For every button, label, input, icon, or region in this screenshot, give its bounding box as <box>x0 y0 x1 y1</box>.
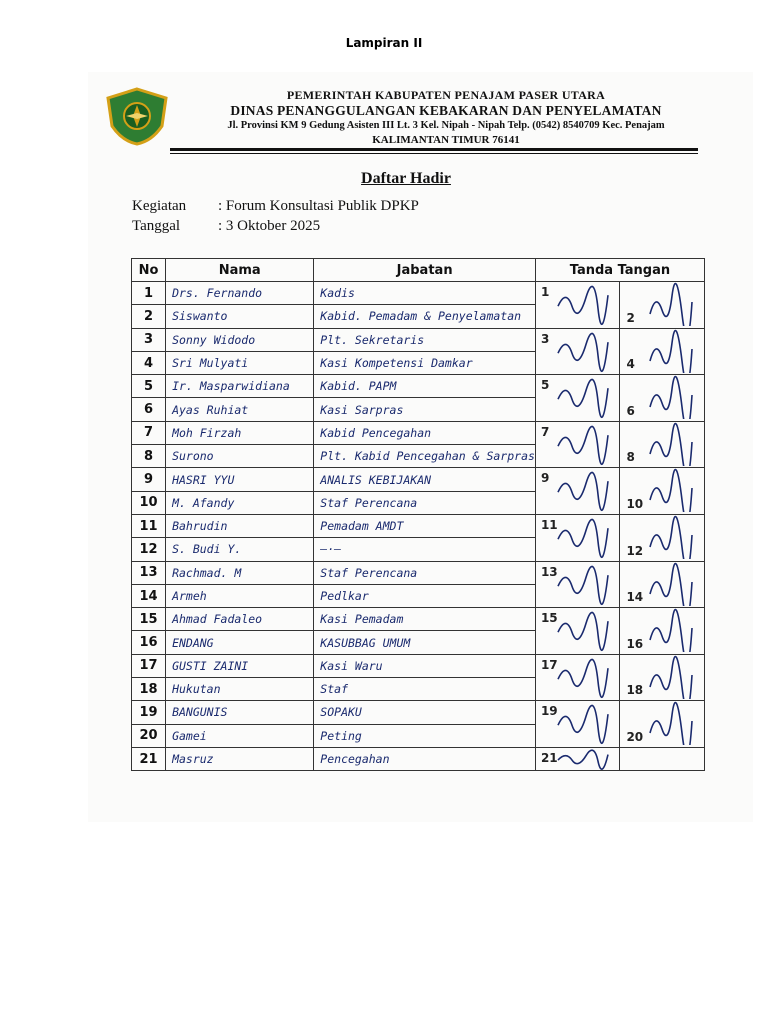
table-row <box>132 654 705 677</box>
row-number: 9 <box>132 468 166 491</box>
signature-number: 3 <box>540 331 550 346</box>
table-row <box>132 608 705 631</box>
attendee-position: Pedlkar <box>314 584 536 607</box>
row-number: 11 <box>132 514 166 537</box>
signature-cell-right <box>620 421 705 468</box>
signature-cell-right <box>620 328 705 375</box>
signature-scribble <box>620 422 724 466</box>
signature-cell-right <box>620 747 705 770</box>
attendee-name: HASRI YYU <box>166 468 314 491</box>
attendee-name: GUSTI ZAINI <box>166 654 314 677</box>
attendee-position: Peting <box>314 724 536 747</box>
signature-cell-right <box>620 468 705 515</box>
document-title: Daftar Hadir <box>361 170 451 187</box>
row-number: 15 <box>132 608 166 631</box>
header-tanda-tangan: Tanda Tangan <box>535 259 704 282</box>
date-label: Tanggal <box>132 218 181 234</box>
attendee-name: Sonny Widodo <box>166 328 314 351</box>
row-number: 13 <box>132 561 166 584</box>
signature-cell-right <box>620 654 705 701</box>
signature-number: 21 <box>540 750 558 765</box>
attendee-position: Kabid. Pemadam & Penyelamatan <box>314 305 536 328</box>
signature-number: 1 <box>540 285 550 299</box>
row-number: 21 <box>132 747 166 770</box>
signature-number: 12 <box>626 543 644 558</box>
signature-number: 4 <box>626 357 635 372</box>
row-number: 4 <box>132 351 166 374</box>
signature-number: 15 <box>540 611 558 626</box>
attendance-table <box>131 258 705 771</box>
attendee-name: ENDANG <box>166 631 314 654</box>
row-number: 20 <box>132 724 166 747</box>
signature-number: 14 <box>626 590 644 605</box>
signature-number: 18 <box>626 683 644 698</box>
attendee-position: Pemadam AMDT <box>314 514 536 537</box>
row-number: 2 <box>132 305 166 328</box>
table-row <box>132 747 705 770</box>
attendee-name: Ir. Masparwidiana <box>166 375 314 398</box>
table-header-row <box>132 259 705 282</box>
signature-cell-left <box>535 421 620 468</box>
attendee-position: Staf <box>314 678 536 701</box>
signature-number: 11 <box>540 517 558 532</box>
row-number: 16 <box>132 631 166 654</box>
date-line <box>132 218 320 235</box>
letterhead <box>176 88 716 148</box>
signature-number: 9 <box>540 471 550 486</box>
attendee-name: Ayas Ruhiat <box>166 398 314 421</box>
attendee-position: Kasi Sarpras <box>314 398 536 421</box>
attendee-name: Hukutan <box>166 678 314 701</box>
table-row <box>132 514 705 537</box>
table-row <box>132 421 705 444</box>
row-number: 5 <box>132 375 166 398</box>
attendee-name: Rachmad. M <box>166 561 314 584</box>
signature-cell-left <box>535 701 620 748</box>
signature-cell-right <box>620 282 705 329</box>
signature-number: 8 <box>626 450 635 465</box>
table-row <box>132 375 705 398</box>
signature-scribble <box>620 282 724 326</box>
table-row <box>132 561 705 584</box>
letterhead-address: Jl. Provinsi KM 9 Gedung Asisten III Lt. 3 Kel. Nipah - Nipah Telp. (0542) 8540709 Kec. Penajam <box>227 120 665 131</box>
table-row <box>132 282 705 305</box>
signature-cell-right <box>620 701 705 748</box>
attendee-position: Plt. Kabid Pencegahan & Sarpras <box>314 445 536 468</box>
signature-cell-left <box>535 654 620 701</box>
attachment-label: Lampiran II <box>345 36 423 50</box>
attendee-name: Bahrudin <box>166 514 314 537</box>
signature-cell-right <box>620 375 705 422</box>
attendee-name: Ahmad Fadaleo <box>166 608 314 631</box>
signature-number: 20 <box>626 729 644 744</box>
attendee-position: Kasi Kompetensi Damkar <box>314 351 536 374</box>
attendee-position: Pencegahan <box>314 747 536 770</box>
attendee-position: Staf Perencana <box>314 491 536 514</box>
letterhead-rule <box>170 148 698 151</box>
signature-scribble <box>620 655 724 699</box>
activity-value: : Forum Konsultasi Publik DPKP <box>218 198 419 214</box>
attendee-name: Siswanto <box>166 305 314 328</box>
signature-scribble <box>620 701 724 745</box>
regency-shield-emblem-icon <box>102 86 172 146</box>
letterhead-rule-thin <box>170 153 698 154</box>
row-number: 1 <box>132 282 166 305</box>
signature-scribble <box>620 375 724 419</box>
row-number: 19 <box>132 701 166 724</box>
row-number: 17 <box>132 654 166 677</box>
attendee-position: Kabid Pencegahan <box>314 421 536 444</box>
table-row <box>132 468 705 491</box>
attendee-position: Kabid. PAPM <box>314 375 536 398</box>
signature-number: 19 <box>540 704 558 719</box>
signature-cell-right <box>620 608 705 655</box>
attendee-position: —·— <box>314 538 536 561</box>
signature-cell-left <box>535 468 620 515</box>
signature-cell-left <box>535 375 620 422</box>
signature-cell-left <box>535 282 620 329</box>
signature-cell-left <box>535 608 620 655</box>
attendee-name: Masruz <box>166 747 314 770</box>
attendee-name: S. Budi Y. <box>166 538 314 561</box>
attendee-name: Sri Mulyati <box>166 351 314 374</box>
signature-cell-right <box>620 561 705 608</box>
signature-scribble <box>620 562 724 606</box>
signature-scribble <box>620 515 724 559</box>
attendee-position: KASUBBAG UMUM <box>314 631 536 654</box>
row-number: 14 <box>132 584 166 607</box>
letterhead-government: PEMERINTAH KABUPATEN PENAJAM PASER UTARA <box>286 88 606 102</box>
signature-number: 13 <box>540 564 558 579</box>
activity-label: Kegiatan <box>132 198 187 214</box>
signature-number: 5 <box>540 378 550 393</box>
attendee-name: Gamei <box>166 724 314 747</box>
row-number: 8 <box>132 445 166 468</box>
letterhead-agency: DINAS PENANGGULANGAN KEBAKARAN DAN PENYELAMATAN <box>230 103 662 118</box>
signature-cell-left <box>535 514 620 561</box>
signature-scribble <box>620 329 724 373</box>
row-number: 18 <box>132 678 166 701</box>
attendee-position: ANALIS KEBIJAKAN <box>314 468 536 491</box>
attendee-name: Drs. Fernando <box>166 282 314 305</box>
header-nama: Nama <box>166 259 314 282</box>
attendee-position: Staf Perencana <box>314 561 536 584</box>
attendee-name: BANGUNIS <box>166 701 314 724</box>
attendee-name: Armeh <box>166 584 314 607</box>
date-value: : 3 Oktober 2025 <box>218 218 321 234</box>
row-number: 10 <box>132 491 166 514</box>
signature-scribble <box>620 468 724 512</box>
letterhead-province: KALIMANTAN TIMUR 76141 <box>372 134 520 146</box>
attendee-name: M. Afandy <box>166 491 314 514</box>
table-row <box>132 328 705 351</box>
row-number: 12 <box>132 538 166 561</box>
attendee-position: Kasi Pemadam <box>314 608 536 631</box>
attendee-position: Kasi Waru <box>314 654 536 677</box>
signature-cell-left <box>535 328 620 375</box>
attendee-name: Moh Firzah <box>166 421 314 444</box>
header-no: No <box>132 259 166 282</box>
attendee-position: Plt. Sekretaris <box>314 328 536 351</box>
signature-cell-left <box>535 561 620 608</box>
signature-number: 16 <box>626 636 644 651</box>
attendee-name: Surono <box>166 445 314 468</box>
activity-line <box>132 198 419 215</box>
attendee-position: Kadis <box>314 282 536 305</box>
attendee-position: SOPAKU <box>314 701 536 724</box>
signature-number: 2 <box>626 310 635 325</box>
signature-number: 10 <box>626 496 644 511</box>
row-number: 3 <box>132 328 166 351</box>
table-row <box>132 701 705 724</box>
signature-number: 6 <box>626 403 635 418</box>
signature-cell-right <box>620 514 705 561</box>
signature-number: 7 <box>540 424 550 439</box>
row-number: 6 <box>132 398 166 421</box>
signature-number: 17 <box>540 657 558 672</box>
signature-scribble <box>620 608 724 652</box>
signature-cell-left <box>535 747 620 770</box>
header-jabatan: Jabatan <box>314 259 536 282</box>
row-number: 7 <box>132 421 166 444</box>
